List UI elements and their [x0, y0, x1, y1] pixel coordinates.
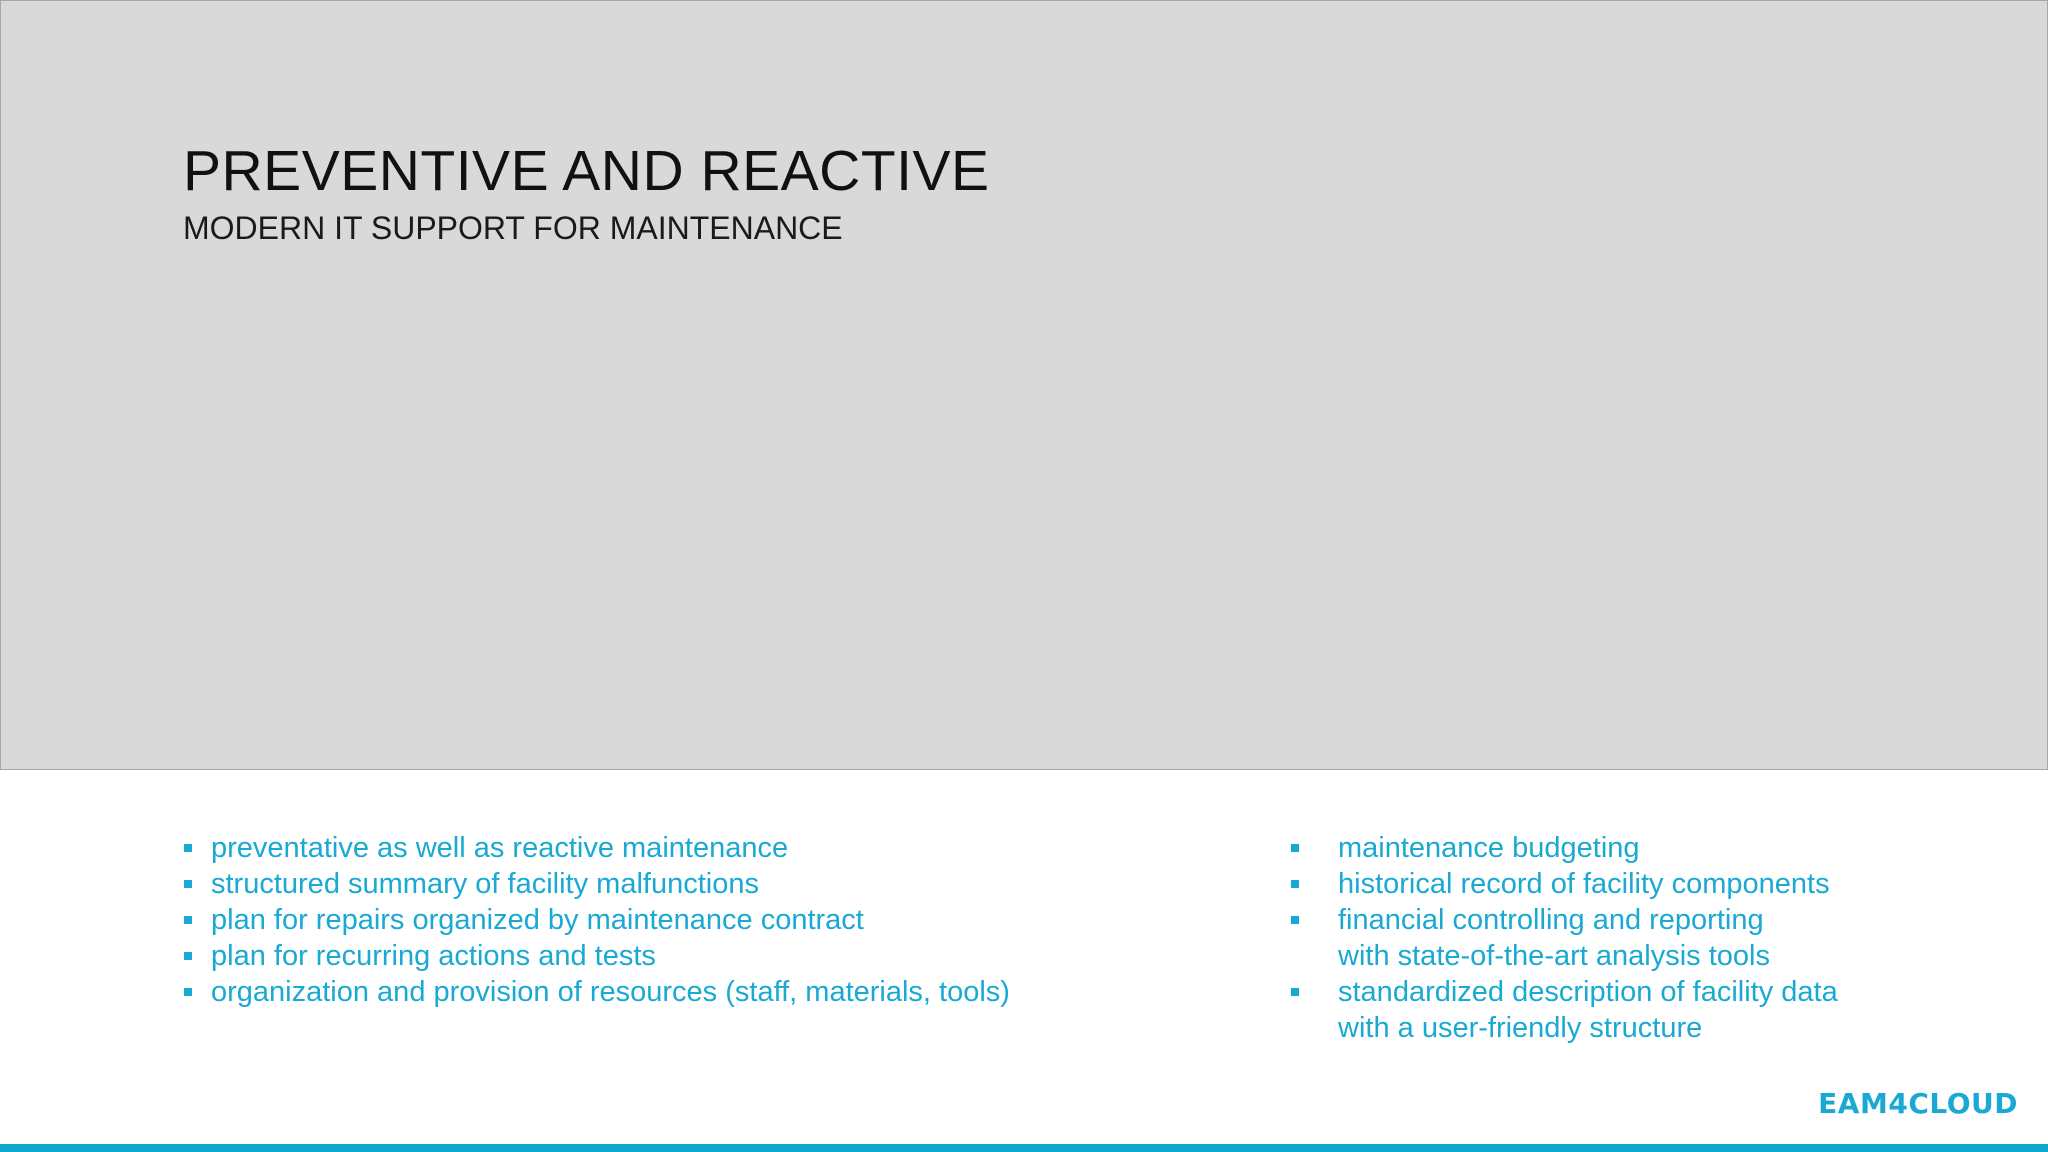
feature-text: plan for recurring actions and tests — [211, 940, 656, 972]
feature-list-left — [183, 830, 1010, 1010]
feature-text: plan for repairs organized by maintenance contract — [211, 904, 864, 936]
bottom-accent-bar — [0, 1144, 2048, 1152]
feature-text: standardized description of facility data — [1338, 976, 1838, 1008]
bullet-square-icon — [184, 880, 192, 888]
feature-list-item — [183, 866, 1010, 902]
feature-list-item — [183, 902, 1010, 938]
slide-title: PREVENTIVE AND REACTIVE — [183, 139, 990, 203]
bullet-square-icon — [184, 844, 192, 852]
feature-list-right — [1290, 830, 1838, 1046]
feature-list-item — [1290, 974, 1838, 1046]
feature-text: financial controlling and reporting — [1338, 904, 1764, 936]
bullet-square-icon — [184, 916, 192, 924]
feature-list-item — [183, 938, 1010, 974]
feature-text: maintenance budgeting — [1338, 832, 1640, 864]
feature-text: with state-of-the-art analysis tools — [1338, 940, 1770, 972]
feature-text: organization and provision of resources (staff, materials, tools) — [211, 976, 1010, 1008]
bullet-square-icon — [184, 988, 192, 996]
feature-list-item — [183, 974, 1010, 1010]
bullet-square-icon — [1291, 916, 1299, 924]
feature-text: preventative as well as reactive maintenance — [211, 832, 789, 864]
feature-text: with a user-friendly structure — [1338, 1012, 1703, 1044]
feature-text: historical record of facility components — [1338, 868, 1830, 900]
slide-subtitle: MODERN IT SUPPORT FOR MAINTENANCE — [183, 210, 843, 246]
feature-list-item — [1290, 902, 1838, 974]
bullet-square-icon — [1291, 988, 1299, 996]
feature-list-item — [1290, 866, 1838, 902]
feature-list-item — [1290, 830, 1838, 866]
feature-text: structured summary of facility malfunctions — [211, 868, 759, 900]
bullet-square-icon — [1291, 880, 1299, 888]
eam4cloud-logo: EAM4CLOUD — [1818, 1087, 2018, 1120]
bullet-square-icon — [1291, 844, 1299, 852]
feature-list-item — [183, 830, 1010, 866]
bullet-square-icon — [184, 952, 192, 960]
